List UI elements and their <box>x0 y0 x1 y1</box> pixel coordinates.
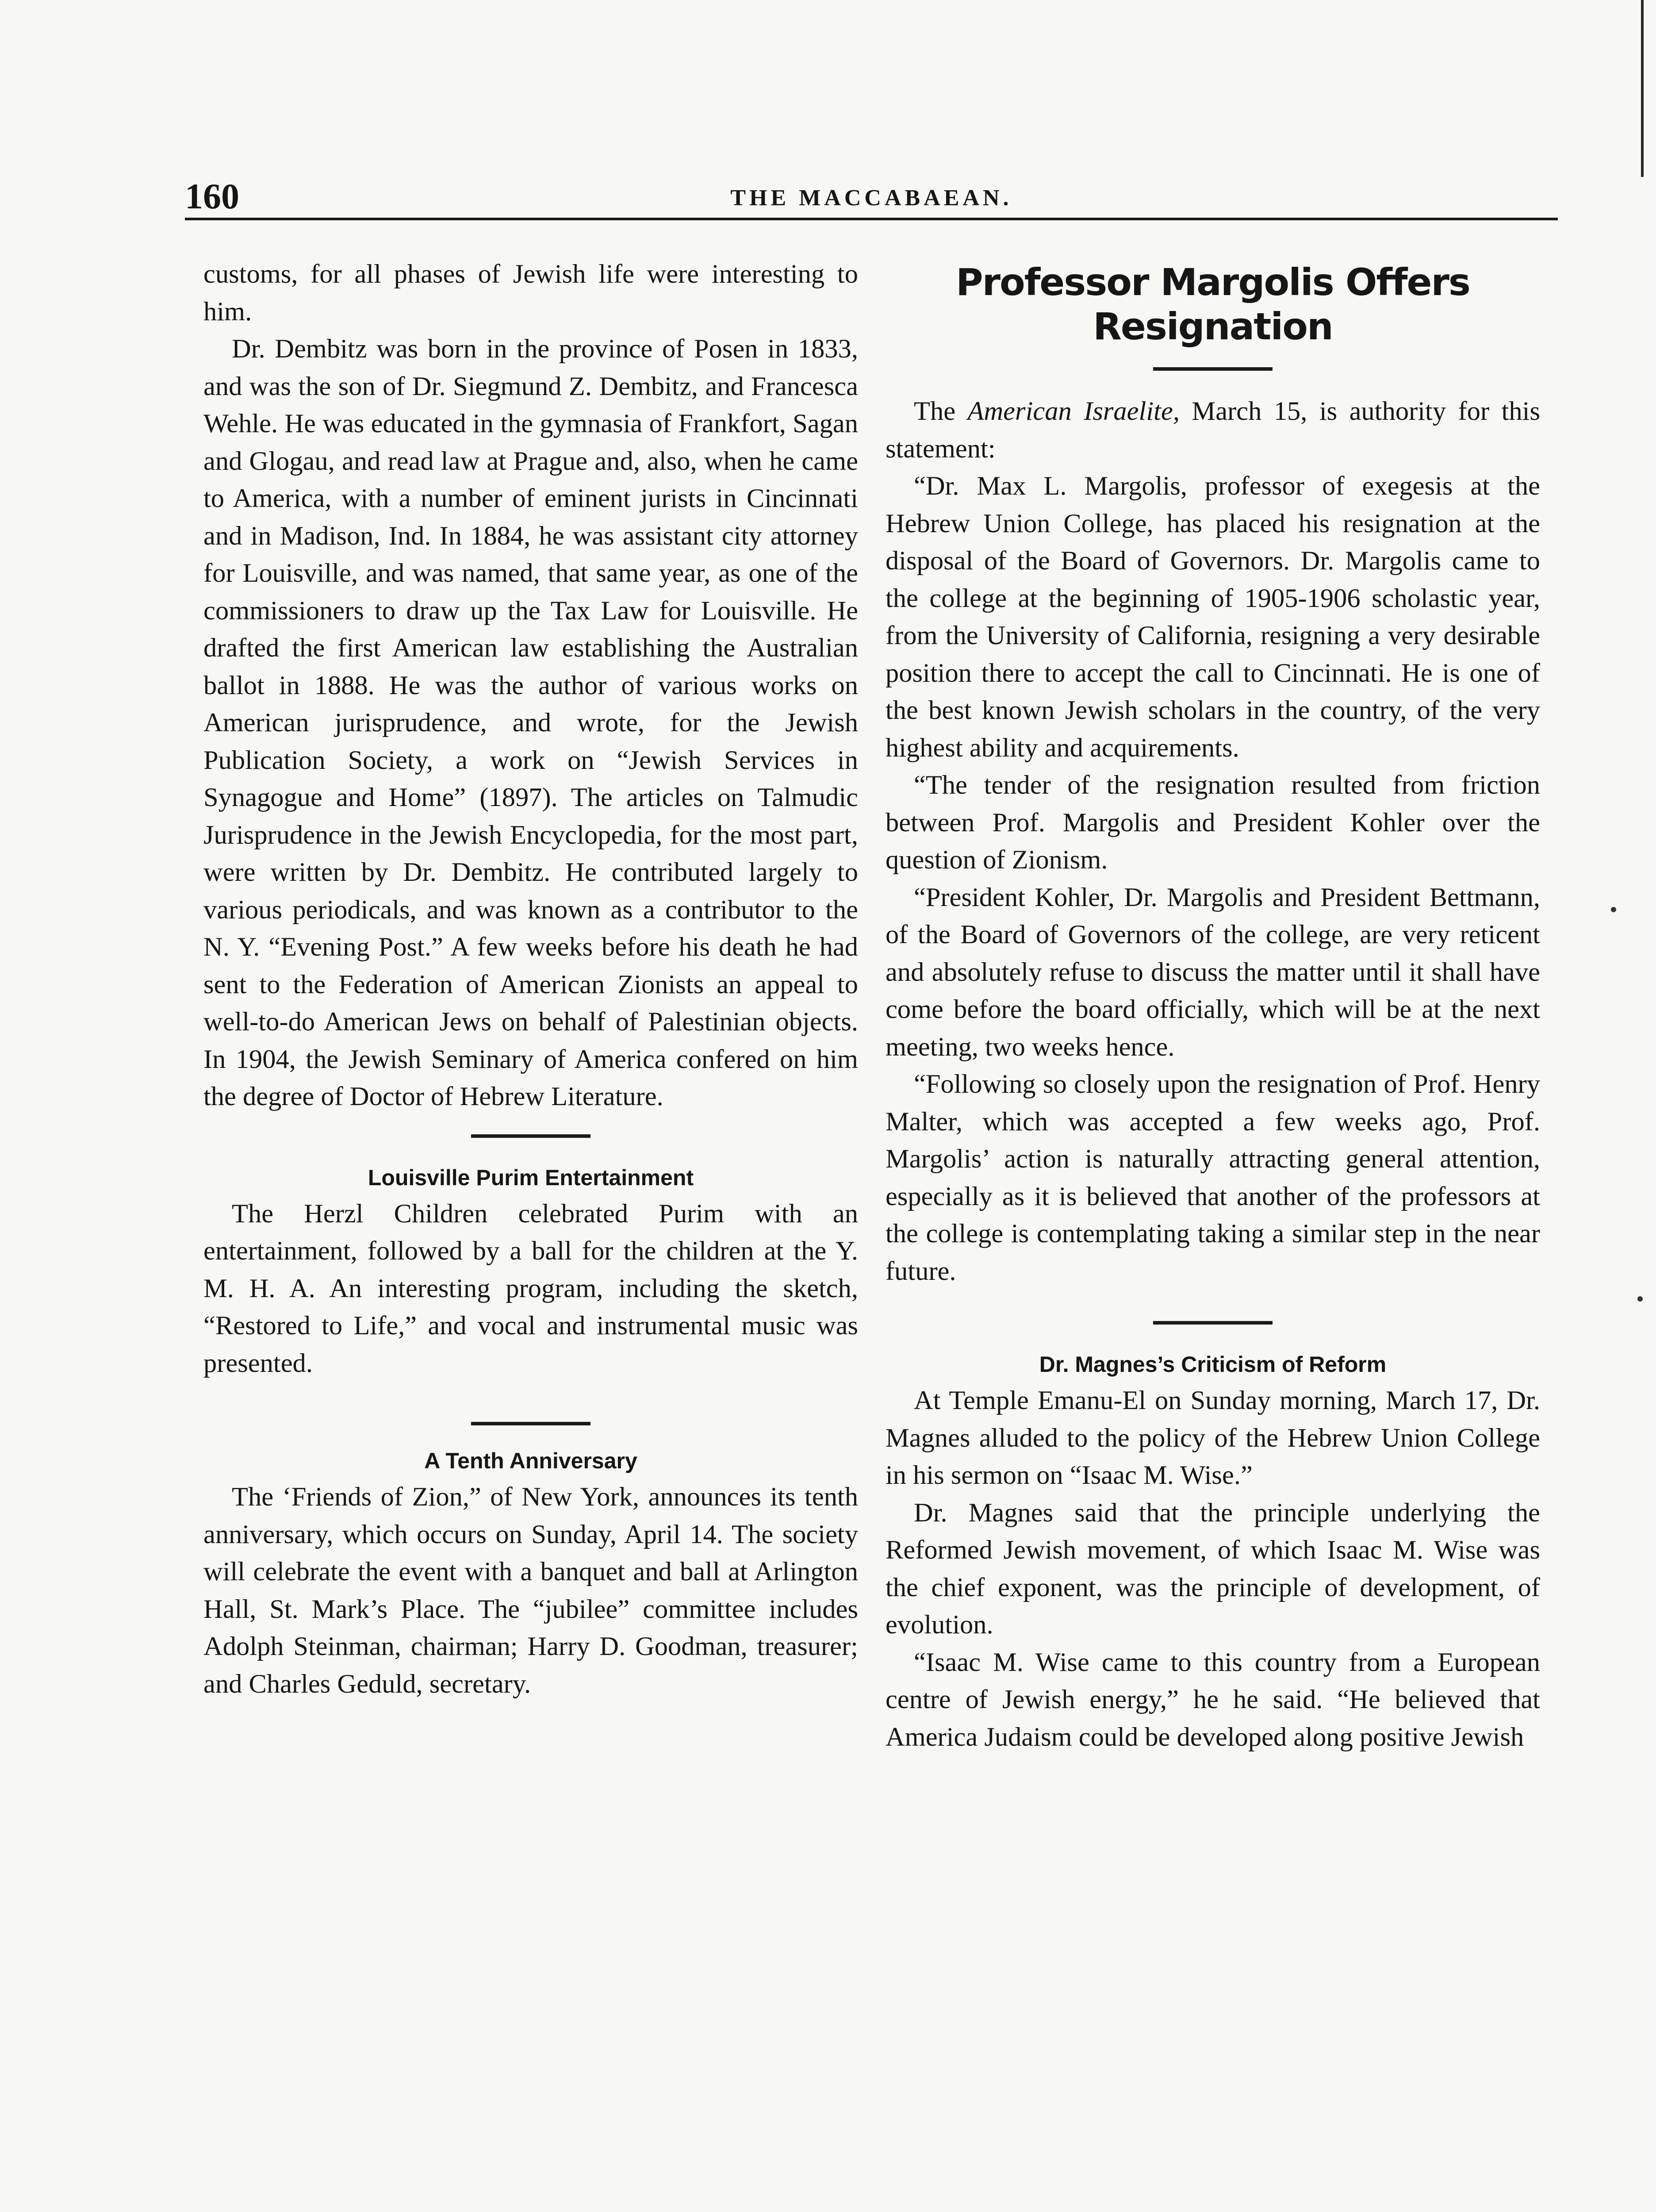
section-divider <box>1153 1321 1273 1325</box>
magnes-heading: Dr. Magnes’s Criticism of Reform <box>1039 1352 1387 1377</box>
anniversary-paragraph: The ‘Friends of Zion,” of New York, announces its tenth anniversary, which occurs on Sunday, April 14. The society will celebrate the event with a banquet and ball at Arlington Hall, St. Mark’s Place. The “jubilee” committee includes Adolph Steinman, chairman; Harry D. Goodman, treasurer; and Charles Geduld, secretary. <box>203 1482 858 1699</box>
margolis-paragraph: “Following so closely upon the resignation of Prof. Henry Malter, which was accepted a few weeks ago, Prof. Margolis’ action is naturally attracting general attention, especially as it is believed that another of the professors at the college is contemplating taking a similar step in the near future. <box>886 1069 1540 1286</box>
margolis-intro <box>886 393 1540 468</box>
intro-text: March 15, is authority for this statement: <box>886 396 1540 464</box>
section-divider <box>471 1134 590 1138</box>
margolis-title-line-1: Professor Margolis Offers <box>956 261 1470 304</box>
section-divider <box>1153 367 1273 371</box>
left-column <box>203 256 858 1703</box>
obituary-paragraph: customs, for all phases of Jewish life were interesting to him. <box>203 259 858 326</box>
header-rule <box>185 218 1558 220</box>
margolis-paragraph: “The tender of the resignation resulted from friction between Prof. Margolis and President Kohler over the question of Zionism. <box>886 770 1540 875</box>
purim-paragraph: The Herzl Children celebrated Purim with an entertainment, followed by a ball for the children at the Y. M. H. A. An interesting program, including the sketch, “Restored to Life,” and vocal and instrumental music was presented. <box>203 1198 858 1378</box>
page-header <box>185 177 1558 216</box>
page-number: 160 <box>185 176 239 216</box>
margolis-paragraph: “Dr. Max L. Margolis, professor of exegesis at the Hebrew Union College, has placed his resignation at the disposal of the Board of Governors. Dr. Margolis came to the college at the beginning of 1905-1906 scholastic year, from the University of California, resigning a very desirable position there to accept the call to Cincinnati. He is one of the best known Jewish scholars in the country, of the very highest ability and acquirements. <box>886 471 1540 763</box>
margolis-article-title <box>886 260 1540 349</box>
magnes-paragraph: At Temple Emanu-El on Sunday morning, March 17, Dr. Magnes alluded to the policy of the Hebrew Union College in his sermon on “Isaac M. Wise.” <box>886 1386 1540 1490</box>
scan-speck <box>1637 1296 1643 1302</box>
margolis-paragraph: “President Kohler, Dr. Margolis and President Bettmann, of the Board of Governors of the college, are very reticent and absolutely refuse to discuss the matter until it shall have come before the board officially, which will be at the next meeting, two weeks hence. <box>886 882 1540 1062</box>
running-head: THE MACCABAEAN. <box>730 185 1012 211</box>
magnes-paragraph: Dr. Magnes said that the principle underlying the Reformed Jewish movement, of which Isaac M. Wise was the chief exponent, was the principle of development, of evolution. <box>886 1498 1540 1640</box>
section-divider <box>471 1422 590 1425</box>
purim-heading: Louisville Purim Entertainment <box>368 1165 694 1190</box>
publication-name: American Israelite, <box>967 396 1180 426</box>
margolis-title-line-2: Resignation <box>1093 305 1333 348</box>
right-column <box>886 256 1540 1756</box>
binding-edge-line <box>1641 0 1644 177</box>
anniversary-heading: A Tenth Anniversary <box>424 1448 637 1473</box>
magnes-paragraph: “Isaac M. Wise came to this country from a European centre of Jewish energy,” he he said. “He believed that America Judaism could be developed along positive Jewish <box>886 1647 1540 1752</box>
obituary-paragraph: Dr. Dembitz was born in the province of Posen in 1833, and was the son of Dr. Siegmund Z. Dembitz, and Francesca Wehle. He was educated in the gymnasia of Frankfort, Sagan and Glogau, and read law at Prague and, also, when he came to America, with a number of eminent jurists in Cincinnati and in Madison, Ind. In 1884, he was assistant city attorney for Louisville, and was named, that same year, as one of the commissioners to draw up the Tax Law for Louisville. He drafted the first American law establishing the Australian ballot in 1888. He was the author of various works on American jurisprudence, and wrote, for the Jewish Publication Society, a work on “Jewish Services in Synagogue and Home” (1897). The articles on Talmudic Jurisprudence in the Jewish Encyclopedia, for the most part, were written by Dr. Dembitz. He contributed largely to various periodicals, and was known as a contributor to the N. Y. “Evening Post.” A few weeks before his death he had sent to the Federation of American Zionists an appeal to well-to-do American Jews on behalf of Palestinian objects. In 1904, the Jewish Seminary of America confered on him the degree of Doctor of Hebrew Literature. <box>203 334 858 1111</box>
scan-speck <box>1611 907 1616 912</box>
intro-text: The <box>914 396 968 426</box>
